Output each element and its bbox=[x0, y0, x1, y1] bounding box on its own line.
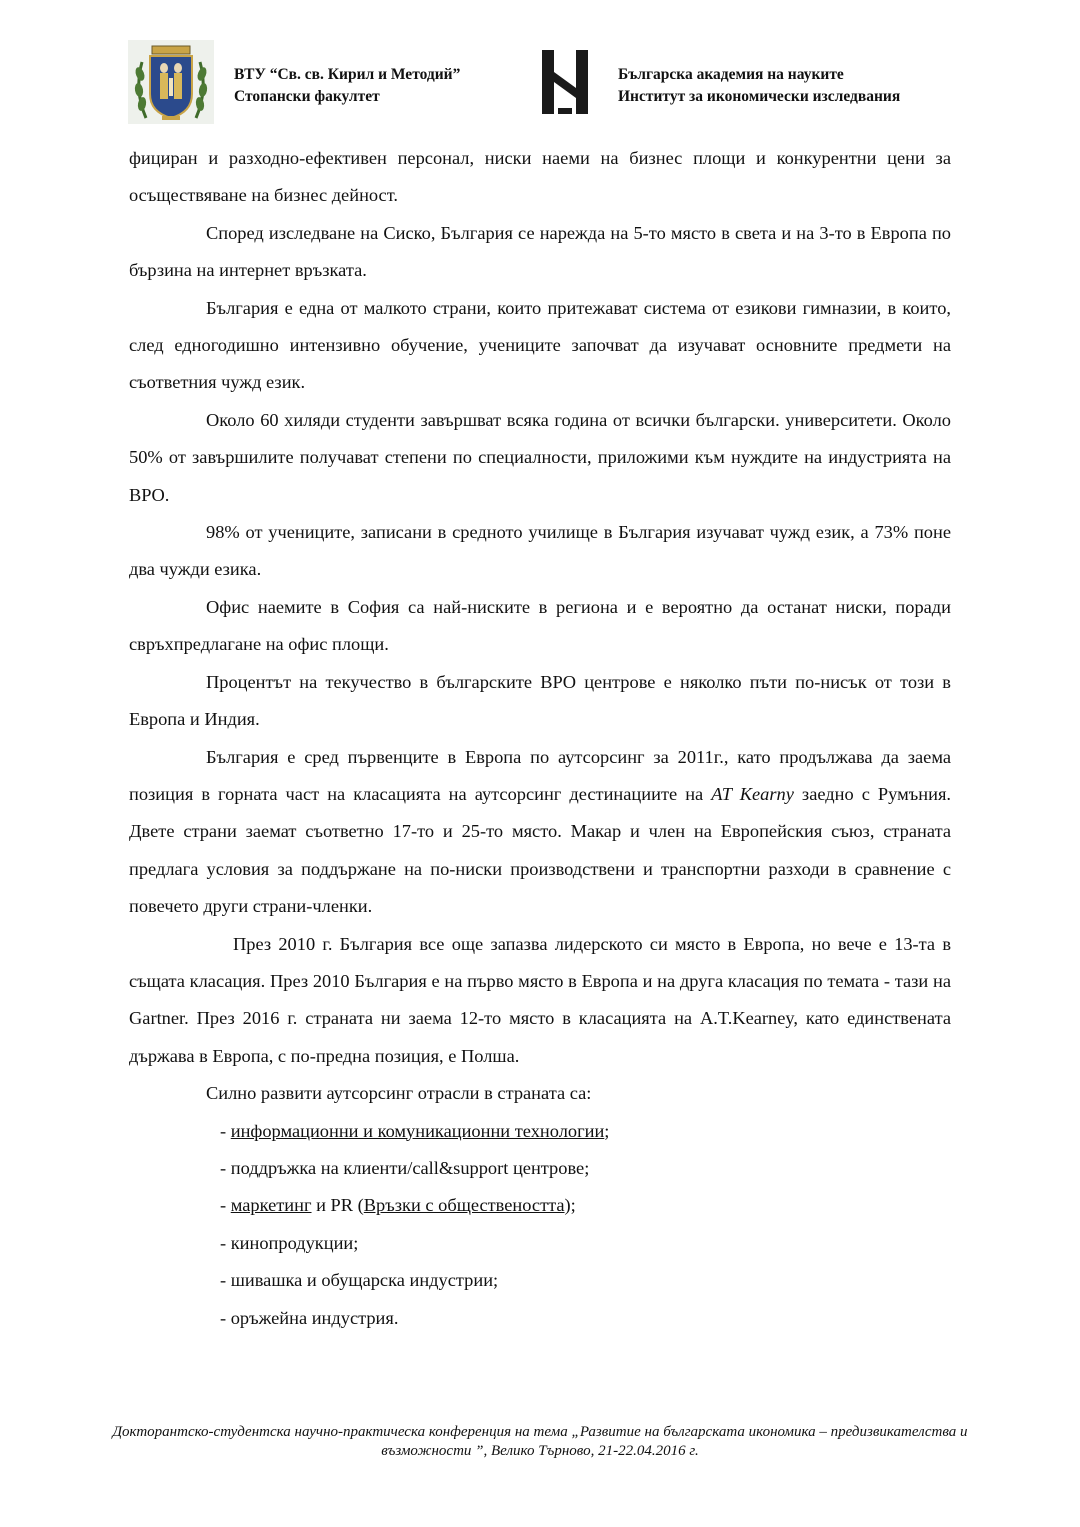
list-item-text: и PR ( bbox=[311, 1195, 364, 1216]
paragraph: През 2010 г. България все още запазва лидерското си място в Европа, но вече е 13-та в същата класация. През 2010 България е на първо място в Европа и на друга класация по темата - тази на Gartner. През 2016 г. страната ни заема 12-то място в класацията на A.T.Kearney, като единствената държава в Европа, с по-предна позиция, е Полша. bbox=[129, 933, 951, 1066]
list-item bbox=[129, 1187, 951, 1224]
list-item-text: ); bbox=[564, 1195, 576, 1216]
paragraph: Силно развити аутсорсинг отрасли в страната са: bbox=[206, 1083, 592, 1104]
list-dash: - bbox=[220, 1195, 231, 1216]
list-item bbox=[129, 1300, 951, 1337]
paragraph: Около 60 хиляди студенти завършват всяка година от всички български. университети. Около 50% от завършилите получават степени по специалности, приложими към нуждите на индустрията на BPO. bbox=[129, 409, 951, 505]
paragraph-text: България е сред първенците в Европа по аутсорсинг за 2011г., като продължава да заема позиция в горната част на класацията на аутсорсинг дестинациите на bbox=[129, 746, 951, 804]
list-item bbox=[129, 1113, 951, 1150]
paragraph: 98% от учениците, записани в средното училище в България изучават чужд език, а 73% поне два чужди езика. bbox=[129, 522, 951, 580]
list-dash: - bbox=[220, 1307, 231, 1328]
list-item bbox=[129, 1150, 951, 1187]
page-header bbox=[128, 40, 952, 128]
paragraph: България е една от малкото страни, които притежават система от езикови гимназии, в които, след едногодишно интензивно обучение, учениците започват да изучават основните предмети на съответния чужд език. bbox=[129, 297, 951, 393]
institute-title: Институт за икономически изследвания bbox=[618, 88, 901, 105]
academy-title: Българска академия на науките bbox=[618, 66, 844, 83]
ict-link[interactable]: информационни и комуникационни технологии bbox=[230, 1120, 605, 1141]
university-name bbox=[234, 64, 460, 108]
university-crest-icon bbox=[128, 40, 214, 124]
paragraph: Офис наемите в София са най-ниските в региона и е вероятно да останат ниски, поради свръхпредлагане на офис площи. bbox=[129, 596, 951, 655]
paragraph: Процентът на текучество в българските BPO центрове е няколко пъти по-нисък от този в Европа и Индия. bbox=[129, 671, 951, 730]
marketing-link[interactable]: маркетинг bbox=[230, 1195, 312, 1216]
list-item-text: кинопродукции; bbox=[230, 1232, 359, 1253]
ban-institute-logo-icon bbox=[536, 48, 594, 116]
university-title: ВТУ “Св. св. Кирил и Методий” bbox=[234, 66, 461, 83]
list-item bbox=[129, 1262, 951, 1299]
paragraph: Според изследване на Сиско, България се нарежда на 5-то място в света и на 3-то в Европа по бързина на интернет връзката. bbox=[129, 222, 951, 281]
list-dash: - bbox=[220, 1270, 231, 1291]
italic-company-name: AT Kearny bbox=[711, 783, 794, 804]
paragraph-text: заедно с Румъния. Двете страни заемат съответно 17-то и 25-то място. Макар и член на Европейския съюз, страната предлага условия за поддържане на по-ниски производствени и транспортни разходи в сравнение с повечето други страни-членки. bbox=[129, 783, 951, 917]
paragraph: фициран и разходно-ефективен персонал, ниски наеми на бизнес площи и конкурентни цени за осъществяване на бизнес дейност. bbox=[129, 148, 951, 206]
list-item-text: оръжейна индустрия. bbox=[230, 1307, 399, 1328]
list-item bbox=[129, 1225, 951, 1262]
page-footer bbox=[110, 1423, 970, 1461]
list-item-text: поддръжка на клиенти/call&support центрове; bbox=[230, 1157, 590, 1178]
public-relations-link[interactable]: Връзки с обществеността bbox=[363, 1195, 565, 1216]
document-body bbox=[129, 140, 951, 1337]
footer-text: Докторантско-студентска научно-практическа конференция на тема „Развитие на българската икономика – предизвикателства и възможности ”, Велико Търново, 21-22.04.2016 г. bbox=[112, 1424, 968, 1459]
faculty-title: Стопански факултет bbox=[234, 88, 380, 105]
academy-name bbox=[618, 64, 900, 108]
list-dash: - bbox=[220, 1157, 231, 1178]
paragraph bbox=[129, 739, 951, 926]
list-item-text: ; bbox=[604, 1120, 610, 1141]
list-dash: - bbox=[220, 1232, 231, 1253]
list-item-text: шивашка и обущарска индустрии; bbox=[230, 1270, 499, 1291]
list-dash: - bbox=[220, 1120, 231, 1141]
